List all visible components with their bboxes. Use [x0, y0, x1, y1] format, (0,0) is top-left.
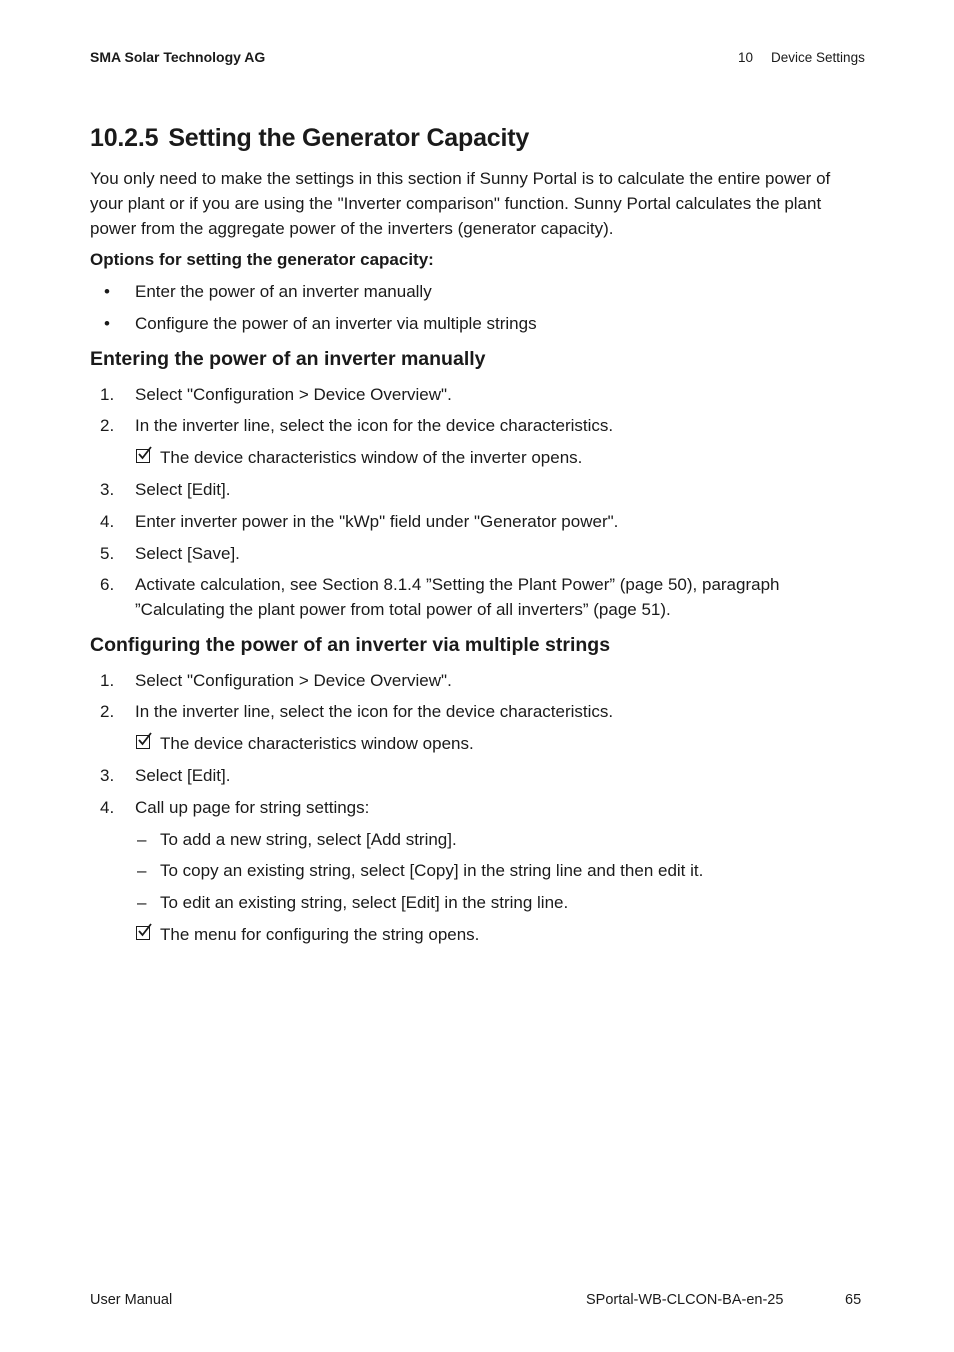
option-item: Configure the power of an inverter via multiple strings — [135, 314, 537, 333]
step-text: Enter inverter power in the "kWp" field under "Generator power". — [135, 512, 619, 531]
bullet: • — [104, 282, 110, 301]
dash-marker: – — [137, 830, 147, 849]
step-result: The device characteristics window opens. — [160, 734, 474, 753]
section-title — [90, 124, 529, 153]
step-number: 5. — [100, 544, 115, 563]
checkbox-checked-icon — [136, 449, 150, 463]
header-chapter-title: Device Settings — [771, 50, 865, 65]
strings-heading: Configuring the power of an inverter via multiple strings — [90, 634, 611, 656]
step-text: Select "Configuration > Device Overview". — [135, 385, 452, 404]
step-result: The device characteristics window of the inverter opens. — [160, 448, 583, 467]
substep-text: To add a new string, select [Add string]. — [160, 830, 457, 849]
step-text: Activate calculation, see Section 8.1.4 ”Setting the Plant Power” (page 50), paragraph — [135, 575, 780, 594]
dash-marker: – — [137, 861, 147, 880]
step-text: In the inverter line, select the icon for the device characteristics. — [135, 702, 614, 721]
step-text: Select [Edit]. — [135, 480, 231, 499]
step-number: 1. — [100, 671, 115, 690]
intro-line: You only need to make the settings in this section if Sunny Portal is to calculate the entire power of — [90, 169, 831, 188]
footer-document-id: SPortal-WB-CLCON-BA-en-25 — [586, 1292, 784, 1308]
footer-page-number: 65 — [845, 1292, 862, 1308]
intro-line: power from the aggregate power of the inverters (generator capacity). — [90, 219, 614, 238]
step-number: 3. — [100, 766, 115, 785]
step-text: Select [Edit]. — [135, 766, 231, 785]
step-number: 6. — [100, 575, 115, 594]
checkbox-checked-icon — [136, 926, 150, 940]
section-title-text: Setting the Generator Capacity — [168, 124, 530, 152]
step-text: Select [Save]. — [135, 544, 240, 563]
step-number: 1. — [100, 385, 115, 404]
manual-heading: Entering the power of an inverter manually — [90, 348, 486, 370]
option-item: Enter the power of an inverter manually — [135, 282, 432, 301]
step-result: The menu for configuring the string opens. — [160, 925, 480, 944]
section-number: 10.2.5 — [90, 124, 159, 152]
step-number: 4. — [100, 512, 115, 531]
step-text: Call up page for string settings: — [135, 798, 370, 817]
bullet: • — [104, 314, 110, 333]
footer-document-type: User Manual — [90, 1292, 173, 1308]
step-text: In the inverter line, select the icon for the device characteristics. — [135, 416, 614, 435]
substep-text: To edit an existing string, select [Edit] in the string line. — [160, 893, 569, 912]
dash-marker: – — [137, 893, 147, 912]
header-chapter-number: 10 — [738, 50, 754, 65]
step-number: 2. — [100, 702, 115, 721]
checkbox-checked-icon — [136, 735, 150, 749]
options-heading: Options for setting the generator capacity: — [90, 250, 434, 269]
header-chapter — [738, 50, 865, 65]
step-text-continued: ”Calculating the plant power from total power of all inverters” (page 51). — [135, 600, 671, 619]
step-number: 3. — [100, 480, 115, 499]
step-text: Select "Configuration > Device Overview". — [135, 671, 452, 690]
step-number: 4. — [100, 798, 115, 817]
intro-line: your plant or if you are using the "Inverter comparison" function. Sunny Portal calculates the plant — [90, 194, 822, 213]
step-number: 2. — [100, 416, 115, 435]
substep-text: To copy an existing string, select [Copy] in the string line and then edit it. — [160, 861, 704, 880]
header-company: SMA Solar Technology AG — [90, 49, 266, 65]
